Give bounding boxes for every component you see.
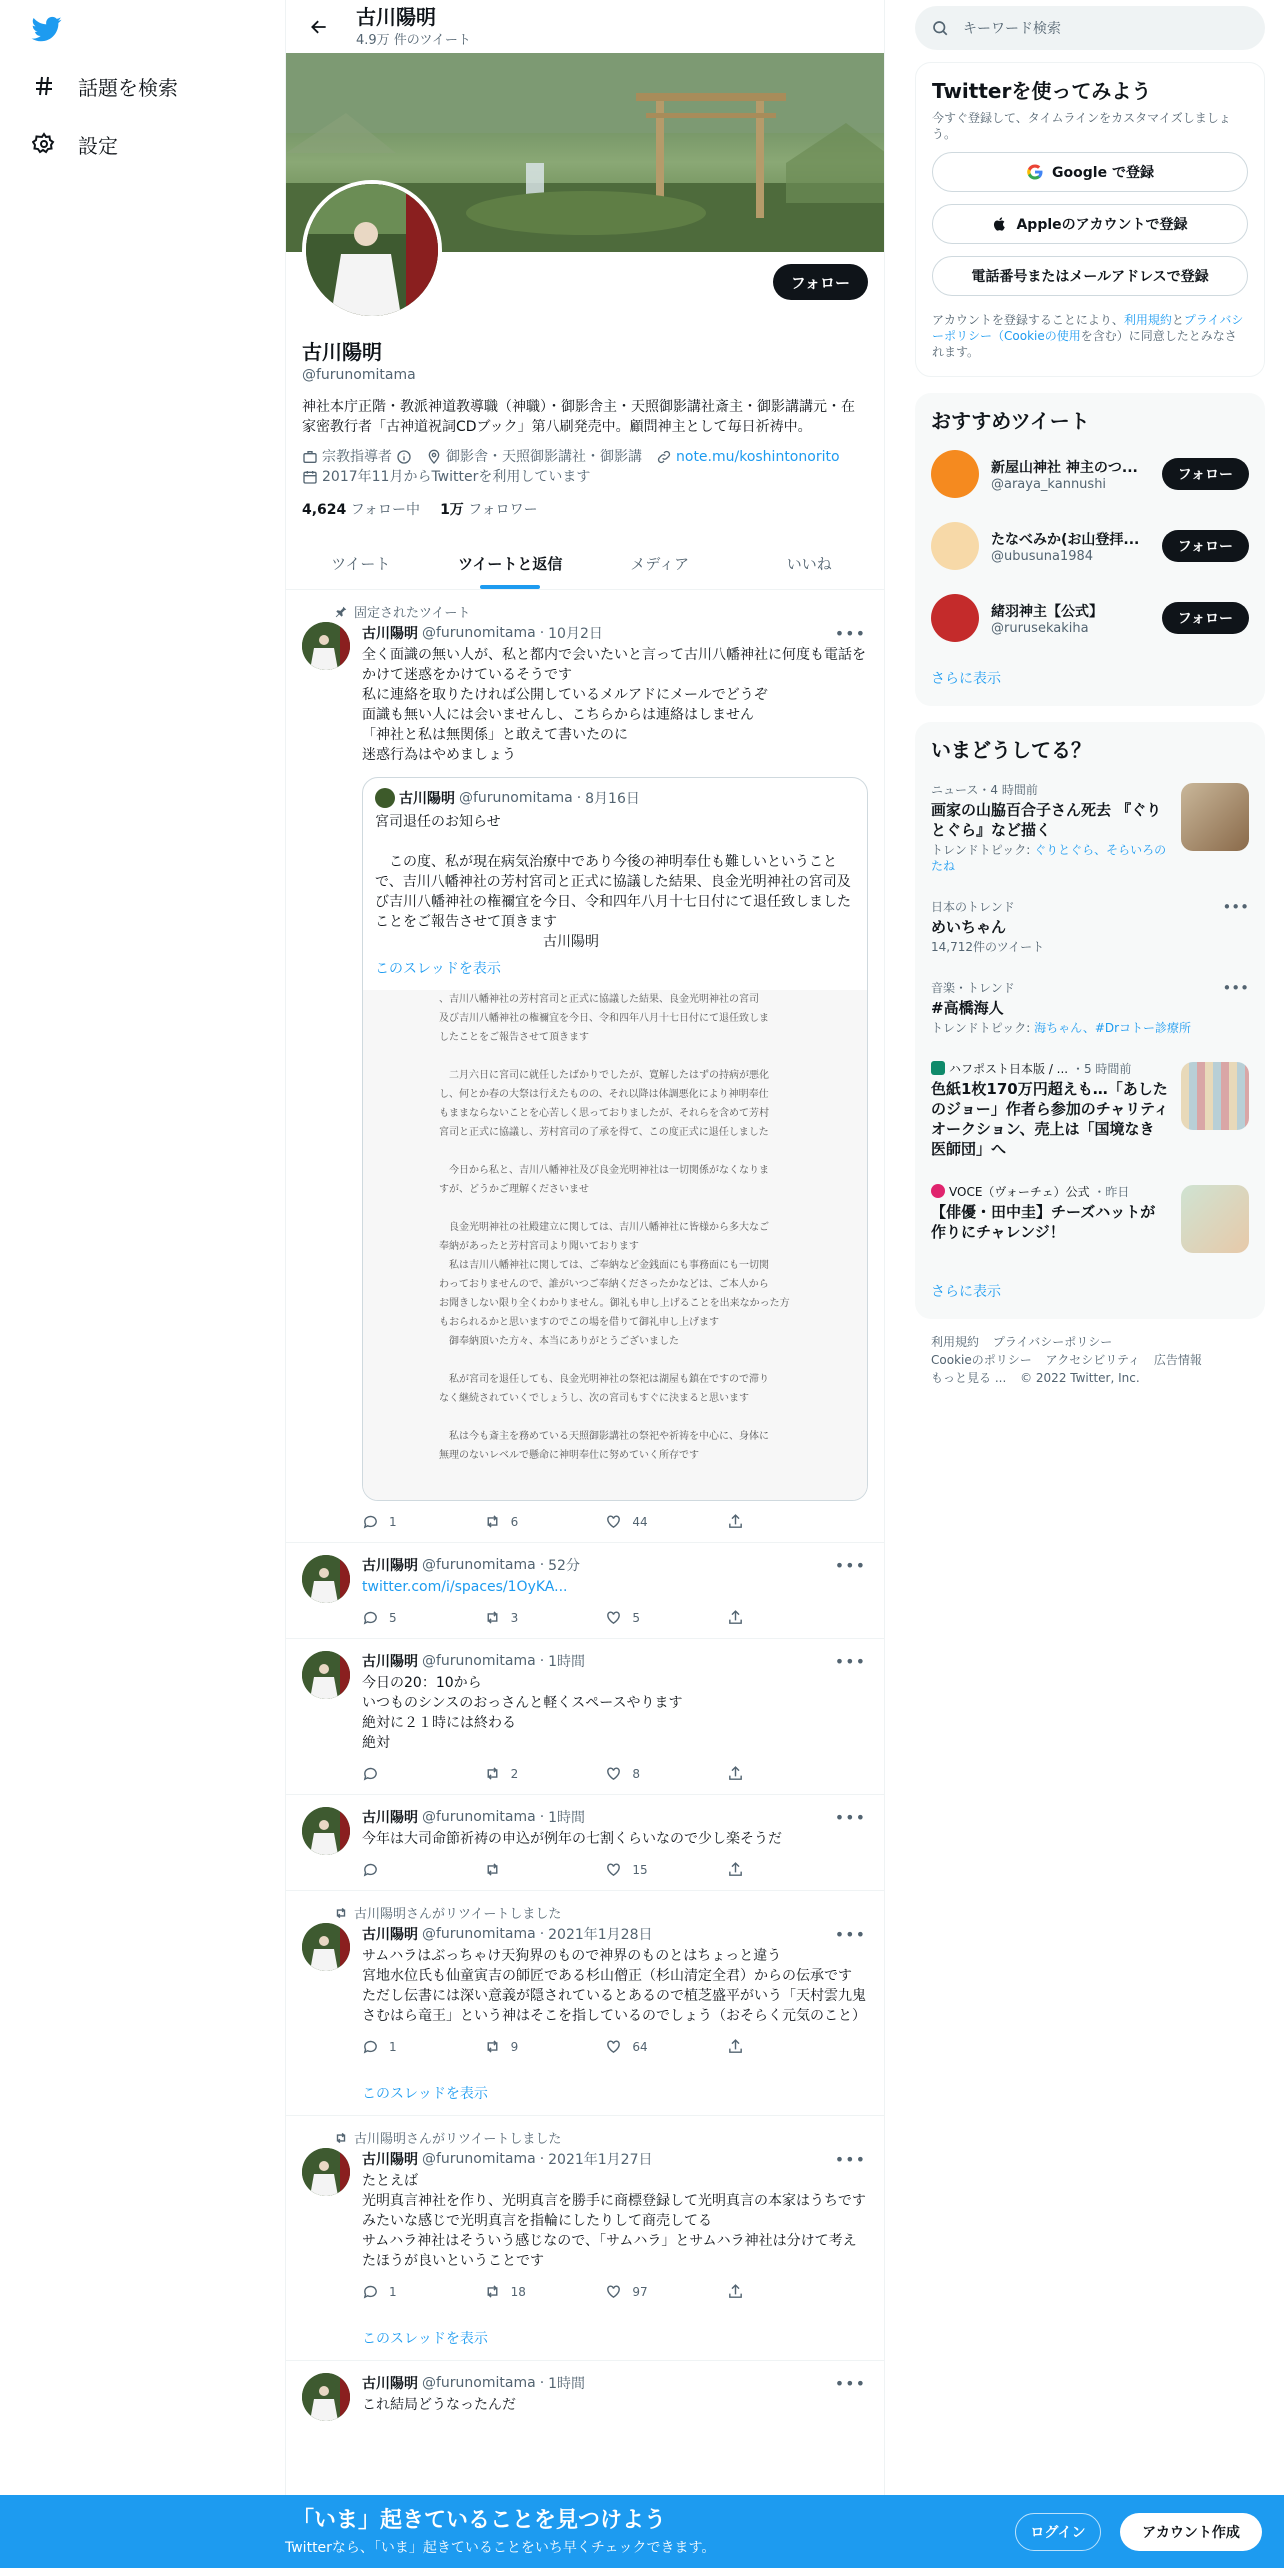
more-options-icon[interactable]: •••: [1222, 898, 1249, 916]
who-to-follow-title: おすすめツイート: [931, 409, 1090, 433]
header-name: 古川陽明: [356, 5, 436, 29]
profile-category: 宗教指導者: [302, 447, 412, 467]
document-line: 良金光明神社の社殿建立に関しては、吉川八幡神社に皆様から多大なご: [439, 1222, 769, 1233]
tweet-text: これ結局どうなったんだ: [362, 2397, 516, 2413]
tab-media[interactable]: メディア: [630, 554, 690, 573]
location-pin-icon: [426, 449, 442, 465]
google-icon: [1026, 163, 1044, 181]
tweet-avatar[interactable]: [302, 1555, 350, 1603]
signup-bottom-bar: [0, 2495, 1284, 2568]
footer-link[interactable]: アクセシビリティ: [1045, 1353, 1141, 1367]
who-to-follow-item[interactable]: 緒羽神主【公式】 @rurusekakiha フォロー: [915, 582, 1265, 654]
like-action[interactable]: 5: [605, 1609, 665, 1626]
footer-link[interactable]: もっと見る ...: [931, 1371, 1007, 1385]
retweet-icon: [484, 2283, 501, 2300]
document-line: 二月六日に宮司に就任したばかりでしたが、寛解したはずの持病が悪化: [439, 1070, 769, 1081]
share-action[interactable]: [727, 1609, 787, 1626]
document-line: お聞きしない限り全くわかりません。御礼も申し上げることを出来なかった方: [439, 1298, 790, 1309]
tweet-avatar[interactable]: [302, 1807, 350, 1855]
trend-item[interactable]: ニュース・4 時間前 画家の山脇百合子さん死去 『ぐりとぐら』など描く トレンドトピック: ぐりとぐら、そらいろのたね: [915, 769, 1265, 886]
followers-stat[interactable]: 1万 フォロワー: [440, 502, 538, 518]
like-action[interactable]: 44: [605, 1513, 665, 1530]
heart-icon: [605, 1765, 622, 1782]
retweet-action[interactable]: 6: [484, 1513, 544, 1530]
tweet[interactable]: [286, 590, 884, 1543]
hashtag-icon: [30, 72, 58, 100]
retweet-icon: [484, 1765, 501, 1782]
follow-button[interactable]: フォロー: [773, 264, 868, 300]
link-icon: [656, 449, 672, 465]
pinned-context: 固定されたツイート: [334, 602, 868, 621]
tweet-avatar[interactable]: [302, 1923, 350, 1971]
info-icon[interactable]: [396, 449, 412, 465]
document-line: 宮司と正式に協議し、芳村宮司の了承を得て、この度正式に退任しました: [439, 1127, 769, 1138]
nav-explore[interactable]: [30, 66, 178, 106]
retweet-action[interactable]: 3: [484, 1609, 544, 1626]
tab-tweets[interactable]: ツイート: [331, 554, 391, 573]
profile-tabs: [286, 537, 884, 590]
footer-link[interactable]: プライバシーポリシー: [992, 1335, 1113, 1349]
signup-legal: アカウントを登録することにより、利用規約とプライバシーポリシー（Cookieの使用を含む）に同意したとみなされます。: [932, 313, 1244, 359]
tweet[interactable]: [286, 1891, 884, 2116]
heart-icon: [605, 1609, 622, 1626]
retweet-context: 古川陽明さんがリツイートしました: [334, 2128, 868, 2147]
share-action[interactable]: [727, 2038, 787, 2055]
tweet-header: 古川陽明 @furunomitama · 2021年1月27日 •••: [362, 2149, 866, 2169]
tweet-avatar[interactable]: [302, 2373, 350, 2421]
profile-link[interactable]: note.mu/koshintonorito: [656, 447, 840, 467]
document-line: 私が宮司を退任しても、良金光明神社の祭祀は湖屋も鎮在ですので滞り: [439, 1374, 769, 1385]
who-to-follow-item[interactable]: 新屋山神社 神主のつ... @araya_kannushi フォロー: [915, 438, 1265, 510]
trend-image: [1181, 1062, 1249, 1130]
signup-subtitle: 今すぐ登録して、タイムラインをカスタマイズしましょう。: [932, 111, 1231, 141]
bottom-bar-title: 「いま」起きていることを見つけよう: [292, 2508, 667, 2533]
search-icon: [931, 19, 949, 37]
tweet[interactable]: [286, 2116, 884, 2361]
tweet-actions: [362, 1513, 787, 1530]
share-action[interactable]: [727, 2283, 787, 2300]
share-action[interactable]: [727, 1513, 787, 1530]
main-column: [285, 0, 885, 2568]
nav-settings[interactable]: [30, 124, 118, 164]
document-line: 今日から私と、吉川八幡神社及び良金光明神社は一切関係がなくなりま: [439, 1165, 769, 1176]
tweet[interactable]: [286, 2361, 884, 2427]
share-icon: [727, 1609, 744, 1626]
footer-link[interactable]: Cookieのポリシー: [931, 1353, 1032, 1367]
quoted-tweet-image[interactable]: [363, 990, 867, 1500]
document-line: したことをご報告させて頂きます: [439, 1032, 589, 1043]
like-action[interactable]: 97: [605, 2283, 665, 2300]
who-to-follow-card: [915, 393, 1265, 706]
document-line: 及び吉川八幡神社の権禰宜を今日、令和四年八月十七日付にて退任致しま: [439, 1013, 769, 1024]
tweet[interactable]: [286, 1639, 884, 1795]
footer-link[interactable]: 広告情報: [1153, 1353, 1202, 1367]
retweet-icon: [484, 1861, 501, 1878]
share-icon: [727, 2283, 744, 2300]
show-more-link[interactable]: さらに表示: [931, 671, 1001, 687]
tweet-actions: [362, 1765, 787, 1782]
retweet-icon: [484, 1513, 501, 1530]
reply-icon: [362, 2283, 379, 2300]
briefcase-icon: [302, 449, 318, 465]
quoted-tweet[interactable]: [362, 777, 868, 1501]
quoted-tweet-header: 古川陽明 @furunomitama · 8月16日: [363, 778, 867, 808]
reply-action[interactable]: 1: [362, 2283, 422, 2300]
document-line: [439, 1408, 791, 1427]
tweet-actions: [362, 2038, 787, 2055]
tweet-text: 今日の20：10から いつものシンスのおっさんと軽くスペースやります 絶対に２１時には終わる 絶対: [362, 1675, 683, 1751]
header-tweet-count: 4.9万 件のツイート: [356, 33, 471, 48]
profile-avatar[interactable]: [302, 180, 442, 320]
phone-email-signup-button[interactable]: 電話番号またはメールアドレスで登録: [932, 256, 1248, 296]
show-thread-link[interactable]: このスレッドを表示: [375, 961, 501, 977]
user-avatar: [931, 522, 979, 570]
follow-button[interactable]: フォロー: [1162, 530, 1249, 562]
back-arrow-icon[interactable]: [302, 10, 336, 44]
heart-icon: [605, 2038, 622, 2055]
more-options-icon[interactable]: •••: [1222, 979, 1249, 997]
document-line: [439, 1047, 791, 1066]
tweet-header: 古川陽明 @furunomitama · 2021年1月28日 •••: [362, 1924, 866, 1944]
footer-links: [915, 1319, 1265, 1401]
who-to-follow-item[interactable]: たなべみか(お山登拝... @ubusuna1984 フォロー: [915, 510, 1265, 582]
tweet-text: たとえば 光明真言神社を作り、光明真言を勝手に商標登録して光明真言の本家はうちですみたいな感じで光明真言を指輪にしたりして商売してる サムハラ神社はそういう感じなので、「サムハラ」とサムハラ神社は分けて考えたほうが良いということです: [362, 2173, 866, 2269]
tweet-header: 古川陽明 @furunomitama · 10月2日 •••: [362, 623, 866, 643]
apple-icon: [992, 215, 1008, 233]
apple-signup-button[interactable]: Appleのアカウントで登録: [932, 204, 1248, 244]
profile-joined: 2017年11月からTwitterを利用しています: [302, 467, 590, 487]
like-action[interactable]: 64: [605, 2038, 665, 2055]
tab-likes[interactable]: いいね: [786, 554, 832, 573]
reply-icon: [362, 1765, 379, 1782]
retweet-icon: [484, 1609, 501, 1626]
retweet-action[interactable]: 18: [484, 2283, 544, 2300]
profile-handle: @furunomitama: [302, 367, 416, 383]
more-options-icon[interactable]: •••: [834, 1807, 866, 1827]
reply-action[interactable]: 1: [362, 1513, 422, 1530]
bottom-bar-subtitle: Twitterなら、「いま」起きていることをいち早くチェックできます。: [285, 2540, 716, 2556]
user-avatar: [931, 450, 979, 498]
privacy-link[interactable]: プライバシーポリシー（Cookieの使用: [932, 313, 1244, 343]
document-line: [439, 1351, 791, 1370]
trend-image: [1181, 1185, 1249, 1253]
reply-action[interactable]: [362, 1861, 422, 1878]
document-line: し、何とか春の大祭は行えたものの、それ以降は体調悪化により神明奉仕: [439, 1089, 769, 1100]
more-options-icon[interactable]: •••: [834, 2149, 866, 2169]
document-line: 私は今も斎主を務めている天照御影講社の祭祀や祈祷を中心に、身体に: [439, 1431, 769, 1442]
heart-icon: [605, 1861, 622, 1878]
trend-item[interactable]: ハフポスト日本版 / ... ・5 時間前 色紙1枚170万円超えも…「あしたのジョー」作者ら参加のチャリティオークション、売上は「国境なき医師団」へ: [915, 1048, 1265, 1171]
gear-icon: [30, 130, 58, 158]
reply-icon: [362, 1861, 379, 1878]
retweet-action[interactable]: 9: [484, 2038, 544, 2055]
show-more-link[interactable]: さらに表示: [931, 1284, 1001, 1300]
document-line: 奉納があったと芳村宮司より聞いております: [439, 1241, 639, 1252]
login-button[interactable]: ログイン: [1015, 2513, 1101, 2551]
trend-item[interactable]: 日本のトレンド めいちゃん 14,712件のツイート •••: [931, 898, 1249, 954]
profile-location: 御影舎・天照御影講社・御影講: [426, 447, 642, 467]
document-line: 御奉納頂いた方々、本当にありがとうございました: [439, 1336, 679, 1347]
tweet-text: 今年は大司命節祈祷の申込が例年の七割くらいなので少し楽そうだ: [362, 1831, 782, 1847]
tweet-actions: [362, 1609, 787, 1626]
twitter-bird-logo-icon[interactable]: [30, 14, 64, 44]
retweet-icon: [334, 1906, 348, 1920]
tweet[interactable]: [286, 1795, 884, 1891]
footer-link[interactable]: 利用規約: [931, 1335, 980, 1349]
follow-stats: [302, 499, 868, 519]
like-action[interactable]: 15: [605, 1861, 665, 1878]
reply-action[interactable]: 1: [362, 2038, 422, 2055]
tab-tweets-and-replies[interactable]: ツイートと返信: [436, 537, 586, 589]
document-line: 無理のないレベルで懸命に神明奉仕に努めていく所存です: [439, 1450, 699, 1461]
profile-meta: [302, 447, 868, 487]
share-icon: [727, 1765, 744, 1782]
follow-button[interactable]: フォロー: [1162, 458, 1249, 490]
quoted-avatar: [375, 788, 395, 808]
document-line: 私は吉川八幡神社に関しては、ご奉納など金銭面にも事務面にも一切関: [439, 1260, 769, 1271]
retweet-action[interactable]: [484, 1861, 544, 1878]
tweet-avatar[interactable]: [302, 2148, 350, 2196]
show-thread-link[interactable]: このスレッドを表示: [362, 2331, 488, 2347]
signup-title: Twitterを使ってみよう: [932, 79, 1152, 103]
more-options-icon[interactable]: •••: [834, 1555, 866, 1575]
tweet-actions: [362, 2283, 787, 2300]
document-line: わっておりませんので、誰がいつご奉納くださったかなどは、ご本人から: [439, 1279, 769, 1290]
tweet-header: 古川陽明 @furunomitama · 1時間 •••: [362, 1651, 866, 1671]
google-signup-button[interactable]: Google で登録: [932, 152, 1248, 192]
left-nav: [0, 0, 285, 2568]
reply-icon: [362, 1609, 379, 1626]
tweet-text: サムハラはぶっちゃけ天狗界のもので神界のものとはちょっと違う 宮地水位氏も仙童寅吉の師匠である杉山僧正（杉山清定全君）からの伝承です ただし伝書には深い意義が隠されているとあるので植芝盛平がいう「天村雲九鬼さむはら竜王」という神はそこを指しているのでしょう（おそらく元気のこと）: [362, 1948, 866, 2024]
document-line: もままならないことを心苦しく思っておりましたが、それらを含めて芳村: [439, 1108, 769, 1119]
trend-item[interactable]: 音楽・トレンド #高橋海人 トレンドトピック: 海ちゃん、#Drコトー診療所 •••: [931, 979, 1249, 1035]
heart-icon: [605, 2283, 622, 2300]
share-icon: [727, 1513, 744, 1530]
share-action[interactable]: [727, 1765, 787, 1782]
create-account-button[interactable]: アカウント作成: [1120, 2513, 1262, 2551]
heart-icon: [605, 1513, 622, 1530]
retweet-action[interactable]: 2: [484, 1765, 544, 1782]
tweet-header: 古川陽明 @furunomitama · 52分 •••: [362, 1555, 866, 1575]
tweet-header: 古川陽明 @furunomitama · 1時間 •••: [362, 2373, 866, 2393]
more-options-icon[interactable]: •••: [834, 1651, 866, 1671]
retweet-context: 古川陽明さんがリツイートしました: [334, 1903, 868, 1922]
trend-image: [1181, 783, 1249, 851]
more-options-icon[interactable]: •••: [834, 623, 866, 643]
document-line: なく継続されていくでしょうし、次の宮司もすぐに決まると思います: [439, 1393, 749, 1404]
more-options-icon[interactable]: •••: [834, 2373, 866, 2393]
share-icon: [727, 1861, 744, 1878]
trends-card: [915, 722, 1265, 1319]
signup-card: [915, 62, 1265, 377]
profile-header-bar: [286, 0, 884, 53]
document-line: すが、どうかご理解くださいませ: [439, 1184, 589, 1195]
search-input[interactable]: [915, 6, 1265, 50]
user-avatar: [931, 594, 979, 642]
tweet-link[interactable]: twitter.com/i/spaces/1OyKA...: [362, 1579, 568, 1595]
share-action[interactable]: [727, 1861, 787, 1878]
tweet-text: 全く面識の無い人が、私と都内で会いたいと言って古川八幡神社に何度も電話をかけて迷惑をかけているそうです 私に連絡を取りたければ公開しているメルアドにメールでどうぞ 面識も無い人には会いませんし、こちらからは連絡はしません 「神社と私は無関係」と敢えて書いたのに 迷惑行為はやめましょう: [362, 647, 866, 763]
terms-link[interactable]: 利用規約: [1123, 313, 1172, 327]
copyright: © 2022 Twitter, Inc.: [1020, 1371, 1140, 1385]
retweet-icon: [484, 2038, 501, 2055]
right-sidebar: [915, 0, 1265, 1401]
tweet-avatar[interactable]: [302, 1651, 350, 1699]
reply-action[interactable]: 5: [362, 1609, 422, 1626]
nav-explore-label: 話題を検索: [78, 75, 178, 100]
more-options-icon[interactable]: •••: [834, 1924, 866, 1944]
pin-icon: [334, 605, 348, 619]
reply-icon: [362, 1513, 379, 1530]
tweet[interactable]: [286, 1543, 884, 1639]
reply-icon: [362, 2038, 379, 2055]
trends-title: いまどうしてる？: [931, 738, 1091, 762]
tweet-header: 古川陽明 @furunomitama · 1時間 •••: [362, 1807, 866, 1827]
retweet-icon: [334, 2131, 348, 2145]
tweet-actions: [362, 1861, 787, 1878]
profile-info: [286, 252, 884, 519]
profile-bio: 神社本庁正階・教派神道教導職（神職）・御影舎主・天照御影講社斎主・御影講講元・在家密教行者「古神道祝詞CDブック」第八刷発売中。顧問神主として毎日祈祷中。: [302, 399, 855, 435]
calendar-icon: [302, 469, 318, 485]
quoted-tweet-text: 宮司退任のお知らせ この度、私が現在病気治療中であり今後の神明奉仕も難しいということで、吉川八幡神社の芳村宮司と正式に協議した結果、良金光明神社の宮司及び吉川八幡神社の権禰宜を今日、令和四年八月十七日付にて退任致しましたことをご報告させて頂きます 古川陽明: [375, 814, 851, 950]
following-stat[interactable]: 4,624 フォロー中: [302, 502, 421, 518]
follow-button[interactable]: フォロー: [1162, 602, 1249, 634]
document-line: [439, 1142, 791, 1161]
document-line: [439, 1199, 791, 1218]
nav-settings-label: 設定: [78, 133, 118, 158]
trend-item[interactable]: VOCE（ヴォーチェ）公式 ・昨日 【俳優・田中圭】チーズハットが作りにチャレンジ！: [915, 1171, 1265, 1267]
search-placeholder: キーワード検索: [963, 21, 1061, 37]
document-line: 、吉川八幡神社の芳村宮司と正式に協議した結果、良金光明神社の宮司: [439, 994, 759, 1005]
show-thread-link[interactable]: このスレッドを表示: [362, 2086, 488, 2102]
profile-name: 古川陽明: [302, 340, 382, 364]
tweet-avatar[interactable]: [302, 622, 350, 670]
share-icon: [727, 2038, 744, 2055]
document-line: もおられるかと思いますのでこの場を借りて御礼申し上げます: [439, 1317, 719, 1328]
reply-action[interactable]: [362, 1765, 422, 1782]
like-action[interactable]: 8: [605, 1765, 665, 1782]
